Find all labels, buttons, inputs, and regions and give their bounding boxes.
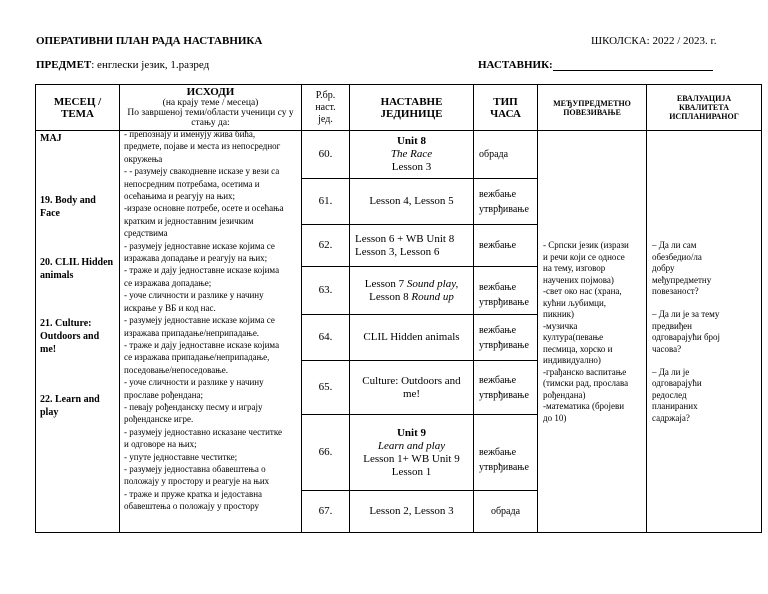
outcome-line: предмете, појаве и места из непосредног: [124, 141, 281, 152]
lesson-type: [474, 361, 537, 414]
outcome-line: - разумеју једноставне исказе којима се: [124, 240, 275, 251]
table-border-left: [35, 84, 36, 533]
outcome-line: се изражава допадање;: [124, 277, 212, 288]
outcome-line: - - разумеју свакодневне исказе у вези са: [124, 166, 280, 177]
lesson-type-2: утврђивање: [479, 203, 529, 215]
lesson-name: Lesson 1+ WB Unit 9: [363, 452, 460, 465]
outcome-line: -изразе основне потребе, осете и осећања: [124, 203, 284, 214]
interdisciplinary-line: (тимски рад, прослава: [543, 378, 629, 388]
subject-label: ПРЕДМЕТ: [36, 59, 92, 71]
lesson-number: 61.: [318, 195, 333, 207]
lesson-type-1: обрада: [479, 149, 509, 160]
interdisciplinary-line: -математика (бројеви: [543, 401, 625, 411]
month-name: МАЈ: [40, 133, 62, 144]
interdisciplinary-line: пикник): [543, 309, 575, 319]
col-header-units-text: НАСТАВНЕ ЈЕДИНИЦЕ: [380, 95, 443, 120]
lesson-unit: [350, 315, 473, 360]
lesson-unit: [350, 491, 473, 532]
unit-heading: Unit 8: [396, 135, 427, 147]
lesson-unit: [350, 179, 473, 224]
lesson-type-2: утврђивање: [479, 339, 529, 351]
lesson-type: [474, 415, 537, 490]
col-header-units: [350, 85, 473, 130]
outcome-line: положају у простору и реагује на њих: [124, 476, 270, 487]
lesson-number: 67.: [318, 505, 333, 517]
outcome-line: - разумеју једноставна обавештења о: [124, 463, 266, 474]
outcome-line: и одговоре на њих;: [124, 439, 197, 450]
lesson-type-1: вежбање: [479, 446, 517, 458]
col-header-month-text: МЕСЕЦ / ТЕМА: [53, 95, 102, 120]
table-border-bottom: [35, 532, 762, 533]
plan-table: [35, 84, 762, 533]
lesson-type: [474, 179, 537, 224]
lesson-name-italic: Sound play,: [406, 277, 459, 290]
outcome-line: искрање у ВБ и код нас.: [124, 302, 216, 313]
outcome-line: изражава припадање/неприпадање.: [124, 327, 260, 338]
evaluation-line: предвиђен: [652, 320, 692, 331]
outcome-line: обавештења о положају у простору: [124, 501, 260, 512]
lesson-name: Lesson 4, Lesson 5: [369, 195, 454, 207]
interdisciplinary-line: индивидуално): [543, 355, 601, 365]
interdisciplinary-line: и речи који се односе: [543, 251, 625, 262]
teacher-signature-line: [553, 70, 713, 71]
outcome-line: - препознају и именују жива бића,: [124, 129, 256, 139]
lesson-type-1: вежбање: [479, 374, 517, 386]
evaluation-line: [652, 355, 758, 367]
outcome-line: - уоче сличности и разлике у начину: [124, 377, 264, 388]
topic-19: 19. Body and Face: [40, 195, 96, 219]
evaluation-line: часова?: [652, 343, 682, 354]
lesson-name-2: Lesson 1: [391, 465, 432, 478]
school-year: ШКОЛСКА: 2022 / 2023. г.: [591, 35, 717, 47]
outcome-line: - разумеју једноставне исказе којима се: [124, 315, 275, 326]
unit-subtitle: Learn and play: [377, 439, 446, 452]
unit-subtitle: The Race: [390, 148, 433, 160]
lesson-type-2: утврђивање: [479, 296, 529, 308]
col-header-inter-text: МЕЂУПРЕДМЕТНО ПОВЕЗИВАЊЕ: [553, 98, 631, 117]
lesson-name-2: me!: [402, 387, 421, 400]
lesson-number: 64.: [318, 331, 333, 343]
lesson-unit: [350, 415, 473, 490]
unit-heading: Unit 9: [396, 426, 427, 439]
outcome-line: окружења: [124, 153, 163, 164]
evaluation-line: [652, 298, 758, 310]
outcome-line: - певају рођенданску песму и играју: [124, 401, 263, 412]
lesson-name: Lesson 6 + WB Unit 8: [355, 232, 455, 245]
outcome-line: кратким и једноставним језичким: [124, 215, 254, 226]
interdisciplinary-list: [538, 240, 646, 424]
evaluation-line: обезбедио/ла: [652, 251, 702, 262]
topic-21: 21. Culture: Outdoors and me!: [40, 318, 100, 355]
col-header-month: [36, 85, 119, 130]
topic-22: 22. Learn and play: [40, 394, 100, 418]
outcome-line: поседовање/непоседовање.: [124, 364, 229, 375]
lesson-name-2: Lesson 3, Lesson 6: [355, 245, 440, 258]
outcome-line: - уоче сличности и разлике у начину: [124, 290, 264, 301]
table-border-right: [761, 84, 762, 533]
outcome-line: - разумеју једноставно исказане честитке: [124, 426, 282, 437]
col-header-number-text: Р.бр. наст. јед.: [315, 89, 336, 125]
lesson-number: 66.: [318, 446, 333, 458]
lesson-type-2: утврђивање: [479, 389, 529, 401]
evaluation-line: – Да ли сам: [652, 240, 697, 250]
month-cell: [36, 132, 119, 145]
lesson-name: Lesson 3: [391, 161, 432, 173]
interdisciplinary-line: - Српски језик (изрази: [543, 240, 629, 250]
interdisciplinary-line: рођендана): [543, 389, 586, 400]
outcomes-subtitle-2: По завршеној теми/области ученици су у стању да:: [127, 108, 294, 128]
outcome-line: осећањима и реагују на њих;: [124, 191, 236, 202]
outcome-line: се изражава припадање/неприпадање,: [124, 352, 270, 363]
lesson-name-2-italic: Round up: [411, 290, 454, 303]
subject-value: : енглески језик, 1.разред: [91, 59, 210, 71]
outcome-line: рођенданске игре.: [124, 414, 194, 425]
col-header-type: [474, 85, 537, 130]
lesson-type-1: вежбање: [479, 281, 517, 293]
lesson-name: Culture: Outdoors and: [362, 374, 461, 387]
evaluation-list: [647, 240, 761, 424]
col-header-eval-text: ЕВАЛУАЦИЈА КВАЛИТЕТА ИСПЛАНИРАНОГ: [669, 94, 739, 121]
interdisciplinary-line: кућни љубимци,: [543, 297, 607, 308]
interdisciplinary-line: на тему, изговор: [543, 263, 606, 273]
lesson-number: 62.: [318, 239, 333, 251]
lesson-name: Lesson 2, Lesson 3: [369, 505, 454, 517]
lesson-type-1: вежбање: [479, 188, 517, 200]
interdisciplinary-line: до 10): [543, 412, 567, 423]
col-header-type-text: ТИП ЧАСА: [490, 95, 521, 120]
outcomes-title: ИСХОДИ: [186, 86, 235, 98]
lesson-name-2: Lesson 8: [369, 290, 412, 303]
lesson-type-1: вежбање: [479, 324, 517, 336]
evaluation-line: одговарајући број: [652, 332, 721, 342]
lesson-type: [474, 267, 537, 314]
lesson-number: 63.: [318, 284, 333, 296]
evaluation-line: планираних: [652, 401, 698, 411]
outcome-line: - траже и дају једноставне исказе којима: [124, 265, 280, 276]
lesson-unit: [350, 361, 473, 414]
interdisciplinary-line: -грађанско васпитање: [543, 366, 627, 377]
interdisciplinary-line: песмица, хорско и: [543, 343, 613, 354]
outcome-line: средствима: [124, 228, 168, 239]
outcome-line: прославе рођендана;: [124, 389, 204, 400]
col-header-outcomes: [120, 84, 301, 130]
lesson-unit: [350, 131, 473, 178]
outcome-line: непосредним потребама, осетима и: [124, 178, 260, 189]
evaluation-line: међупредметну: [652, 274, 712, 285]
lesson-number: 65.: [318, 381, 333, 393]
col-header-inter: [538, 85, 646, 130]
outcome-line: - упуте једноставне честитке;: [124, 451, 238, 462]
subject-line: [36, 59, 209, 71]
lesson-number: 60.: [318, 148, 333, 160]
topic-20: 20. CLIL Hidden animals: [40, 257, 114, 281]
lesson-type-1: вежбање: [479, 240, 517, 251]
outcomes-list: [120, 128, 301, 513]
col-header-number: [302, 85, 349, 130]
evaluation-line: – Да ли је за тему: [652, 309, 720, 319]
interdisciplinary-line: научених појмова): [543, 274, 614, 285]
interdisciplinary-line: култура(певање: [543, 332, 604, 342]
lesson-type-1: обрада: [490, 506, 521, 517]
interdisciplinary-line: -свет око нас (храна,: [543, 286, 622, 296]
evaluation-line: повезаност?: [652, 286, 699, 296]
lesson-unit: [350, 225, 473, 266]
evaluation-line: добру: [652, 263, 675, 273]
teacher-label: НАСТАВНИК:: [478, 59, 553, 71]
evaluation-line: садржаја?: [652, 412, 690, 423]
lesson-type: [474, 131, 537, 178]
lesson-type-2: утврђивање: [479, 461, 529, 473]
evaluation-line: редослед: [652, 389, 687, 400]
outcome-line: изражава допадање и реагују на њих;: [124, 253, 268, 264]
evaluation-line: одговарајући: [652, 378, 702, 388]
lesson-type: [474, 225, 537, 266]
col-header-eval: [647, 85, 761, 130]
evaluation-line: – Да ли је: [652, 366, 690, 377]
plan-title: ОПЕРАТИВНИ ПЛАН РАДА НАСТАВНИКА: [36, 35, 263, 47]
lesson-name: CLIL Hidden animals: [363, 331, 460, 343]
outcomes-subtitle-1: (на крају теме / месеца): [162, 98, 259, 108]
outcome-line: - траже и пруже кратка и једоставна: [124, 488, 263, 499]
interdisciplinary-line: -музичка: [543, 320, 578, 331]
lesson-type: [474, 315, 537, 360]
lesson-name: Lesson 7: [364, 277, 407, 290]
outcome-line: - траже и дају једноставне исказе којима: [124, 339, 280, 350]
lesson-unit: [350, 267, 473, 314]
lesson-type: [474, 491, 537, 532]
